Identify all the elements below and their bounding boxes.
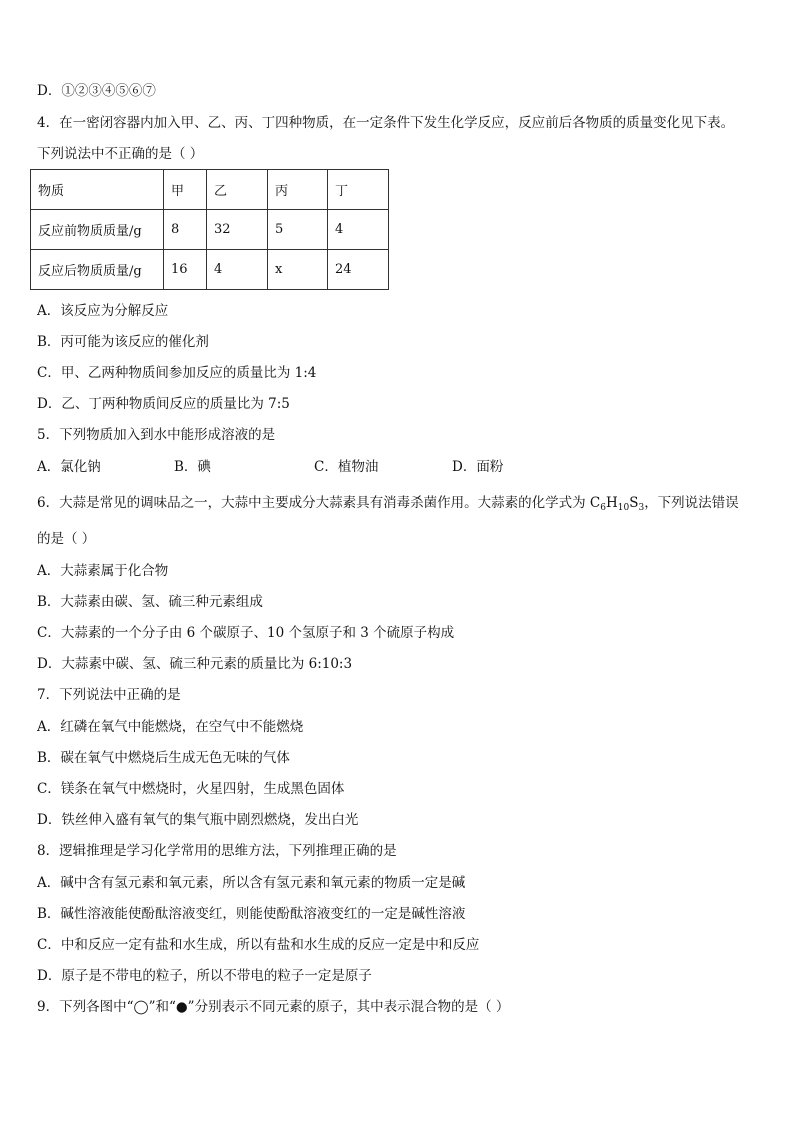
q3-option-d: D．①②③④⑤⑥⑦ <box>37 83 156 99</box>
q4-stem-line2: 下列说法中不正确的是（ ） <box>37 146 204 162</box>
q6-stem-line1 <box>37 494 739 512</box>
formula-subscript-h: 10 <box>617 503 630 513</box>
table-cell: 4 <box>207 250 268 290</box>
q8-option-d: D．原子是不带电的粒子，所以不带电的粒子一定是原子 <box>37 968 372 984</box>
q4-option-c: C．甲、乙两种物质间参加反应的质量比为 1:4 <box>37 365 317 381</box>
table-header-cell: 丙 <box>268 170 328 210</box>
formula-element-c: C <box>589 495 601 511</box>
q6-stem-prefix: 6．大蒜是常见的调味品之一，大蒜中主要成分大蒜素具有消毒杀菌作用。大蒜素的化学式为 <box>37 495 590 511</box>
q8-option-c: C．中和反应一定有盐和水生成，所以有盐和水生成的反应一定是中和反应 <box>37 937 480 953</box>
table-cell: 5 <box>268 210 328 250</box>
q7-option-c: C．镁条在氧气中燃烧时，火星四射，生成黑色固体 <box>37 781 345 797</box>
q6-option-c: C．大蒜素的一个分子由 6 个碳原子、10 个氢原子和 3 个硫原子构成 <box>37 625 455 641</box>
q9-stem: 9．下列各图中“◯”和“●”分别表示不同元素的原子，其中表示混合物的是（ ） <box>37 999 510 1015</box>
formula-element-s: S <box>629 495 639 511</box>
table-header-cell: 丁 <box>328 170 389 210</box>
formula-subscript-c: 6 <box>600 503 606 513</box>
q6-option-b: B．大蒜素由碳、氢、硫三种元素组成 <box>37 594 263 610</box>
q4-option-a: A．该反应为分解反应 <box>37 303 169 319</box>
table-header-cell: 甲 <box>164 170 207 210</box>
table-header-row <box>31 170 389 210</box>
table-cell: 反应后物质质量/g <box>31 250 164 290</box>
formula-subscript-s: 3 <box>638 503 645 513</box>
table-row <box>31 210 389 250</box>
q5-option-b: B．碘 <box>174 459 211 475</box>
q8-stem: 8．逻辑推理是学习化学常用的思维方法，下列推理正确的是 <box>37 843 397 859</box>
table-header-cell: 物质 <box>31 170 164 210</box>
q7-option-d: D．铁丝伸入盛有氧气的集气瓶中剧烈燃烧，发出白光 <box>37 812 359 828</box>
q6-option-a: A．大蒜素属于化合物 <box>37 563 169 579</box>
mass-change-table <box>30 169 389 290</box>
q7-option-b: B．碳在氧气中燃烧后生成无色无味的气体 <box>37 750 290 766</box>
table-cell: 反应前物质质量/g <box>31 210 164 250</box>
table-cell: 4 <box>328 210 389 250</box>
table-cell: 32 <box>207 210 268 250</box>
chemical-formula <box>590 495 644 511</box>
q5-stem: 5．下列物质加入到水中能形成溶液的是 <box>37 427 276 443</box>
q7-stem: 7．下列说法中正确的是 <box>37 687 181 703</box>
q6-stem-line2: 的是（ ） <box>37 531 96 547</box>
q5-option-c: C．植物油 <box>314 459 379 475</box>
q5-option-d: D．面粉 <box>452 459 504 475</box>
q8-option-a: A．碱中含有氢元素和氧元素，所以含有氢元素和氧元素的物质一定是碱 <box>37 875 466 891</box>
q8-option-b: B．碱性溶液能使酚酞溶液变红，则能使酚酞溶液变红的一定是碱性溶液 <box>37 906 466 922</box>
q4-option-d: D．乙、丁两种物质间反应的质量比为 7:5 <box>37 396 290 412</box>
table-cell: x <box>268 250 328 290</box>
q5-option-a: A．氯化钠 <box>37 459 101 475</box>
table-row <box>31 250 389 290</box>
table-header-cell: 乙 <box>207 170 268 210</box>
table-cell: 16 <box>164 250 207 290</box>
q4-stem-line1: 4．在一密闭容器内加入甲、乙、丙、丁四种物质，在一定条件下发生化学反应，反应前后各物质的质量变化见下表。 <box>37 115 735 131</box>
q7-option-a: A．红磷在氧气中能燃烧，在空气中不能燃烧 <box>37 719 304 735</box>
formula-element-h: H <box>605 495 618 511</box>
q4-option-b: B．丙可能为该反应的催化剂 <box>37 334 209 350</box>
table-cell: 24 <box>328 250 389 290</box>
q6-option-d: D．大蒜素中碳、氢、硫三种元素的质量比为 6:10:3 <box>37 656 353 672</box>
table-cell: 8 <box>164 210 207 250</box>
q6-stem-suffix: ，下列说法错误 <box>644 495 739 511</box>
